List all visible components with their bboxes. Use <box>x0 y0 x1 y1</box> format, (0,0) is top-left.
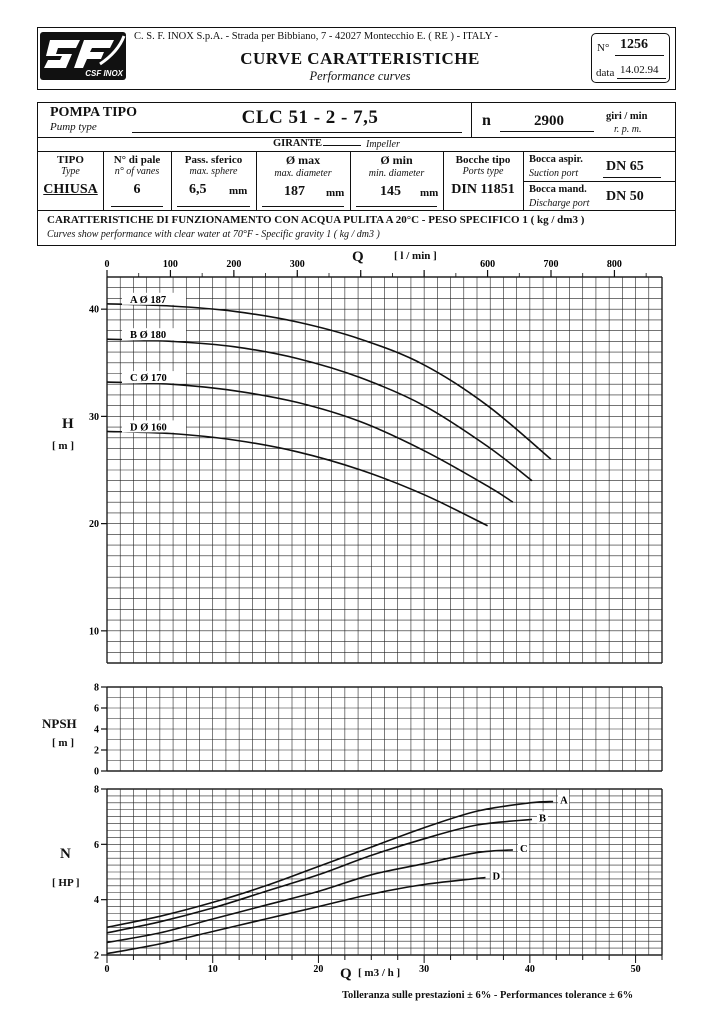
q-lmin-tick-label: 700 <box>543 259 559 270</box>
rpm-value: 2900 <box>534 113 564 129</box>
discharge-value: DN 50 <box>606 189 644 204</box>
company-address: C. S. F. INOX S.p.A. - Strada per Bibbiano, 7 - 42027 Montecchio E. ( RE ) - ITALY - <box>134 31 499 42</box>
conditions-it: CARATTERISTICHE DI FUNZIONAMENTO CON ACQUA PULITA A 20°C - PESO SPECIFICO 1 ( kg / dm3 ) <box>47 214 585 226</box>
sphere-value: 6,5 <box>189 182 207 197</box>
q-m3h-tick-label: 20 <box>313 964 324 975</box>
q-m3h-tick-label: 0 <box>104 964 110 975</box>
power-curve-label: A <box>560 795 568 807</box>
q-axis-title-bottom: Q <box>340 966 352 982</box>
impeller-section-label-en: Impeller <box>366 139 400 150</box>
head-curve-label: D Ø 160 <box>130 422 167 434</box>
power-curve <box>107 850 513 943</box>
doc-date: 14.02.94 <box>620 64 659 76</box>
power-curve <box>107 802 553 928</box>
q-m3h-tick-label: 40 <box>524 964 535 975</box>
head-y-tick-label: 30 <box>89 411 99 423</box>
document-subtitle: Performance curves <box>309 69 411 83</box>
power-y-tick-label: 6 <box>94 839 99 851</box>
suction-value: DN 65 <box>606 159 644 174</box>
head-y-tick-label: 20 <box>89 519 99 531</box>
discharge-label-en: Discharge port <box>529 198 590 209</box>
head-curve-label: A Ø 187 <box>130 294 167 306</box>
dmax-value: 187 <box>284 184 305 199</box>
dmin-label: Ø min <box>380 153 413 167</box>
chart-grids <box>107 277 662 955</box>
q-lmin-tick-label: 800 <box>606 259 622 270</box>
q-lmin-tick-label: 600 <box>480 259 496 270</box>
dmin-unit: mm <box>420 187 439 199</box>
head-curve <box>107 431 488 525</box>
head-curve-label: B Ø 180 <box>130 330 167 342</box>
head-curve-label: C Ø 170 <box>130 373 167 385</box>
impeller-type-label: TIPO <box>57 154 84 166</box>
impeller-type-value: CHIUSA <box>43 182 98 197</box>
doc-date-label: data <box>596 67 615 79</box>
chart-labels <box>89 259 662 975</box>
power-curve-label: C <box>519 843 528 855</box>
q-lmin-tick-label: 200 <box>226 259 242 270</box>
npsh-y-tick-label: 6 <box>94 703 99 715</box>
suction-label-en: Suction port <box>529 168 579 179</box>
q-m3h-tick-label: 30 <box>419 964 430 975</box>
chart-curves <box>107 304 553 954</box>
dmax-unit: mm <box>326 187 345 199</box>
q-axis-title-top: Q <box>352 249 364 265</box>
power-y-tick-label: 2 <box>94 950 99 962</box>
npsh-y-tick-label: 0 <box>94 766 99 778</box>
pump-type-label-en: Pump type <box>50 121 97 133</box>
power-curve <box>107 819 532 933</box>
doc-number: 1256 <box>620 37 648 52</box>
ports-value: DIN 11851 <box>451 182 515 197</box>
q-lmin-tick-label: 100 <box>162 259 178 270</box>
n-axis-title: N <box>60 846 71 862</box>
head-y-tick-label: 10 <box>89 626 99 638</box>
n-axis-unit: [ HP ] <box>52 877 80 889</box>
sphere-label: Pass. sferico <box>184 154 243 166</box>
dmax-label-en: max. diameter <box>274 168 332 179</box>
rpm-unit-en: r. p. m. <box>614 124 642 135</box>
pump-type-label: POMPA TIPO <box>50 105 137 120</box>
head-y-tick-label: 40 <box>89 304 99 316</box>
power-y-tick-label: 8 <box>94 784 99 796</box>
q-axis-unit-top: [ l / min ] <box>394 250 437 262</box>
h-axis-title: H <box>62 416 74 432</box>
npsh-y-tick-label: 2 <box>94 745 99 757</box>
impeller-section-label: GIRANTE <box>273 138 323 149</box>
head-curve <box>107 382 513 502</box>
ports-label: Bocche tipo <box>455 154 511 166</box>
suction-label: Bocca aspir. <box>529 154 583 165</box>
dmax-label: Ø max <box>285 153 321 167</box>
ports-label-en: Ports type <box>462 166 504 177</box>
npsh-y-tick-label: 4 <box>94 724 99 736</box>
conditions-en: Curves show performance with clear water at 70°F - Specific gravity 1 ( kg / dm3 ) <box>47 229 380 240</box>
sphere-unit: mm <box>229 185 248 197</box>
power-curve-label: D <box>492 871 501 883</box>
q-axis-unit-bottom: [ m3 / h ] <box>358 967 401 979</box>
logo-text: CSF INOX <box>85 69 123 78</box>
dmin-label-en: min. diameter <box>368 168 425 179</box>
power-curve-label: B <box>538 813 546 825</box>
dmin-value: 145 <box>380 184 401 199</box>
pump-model: CLC 51 - 2 - 7,5 <box>241 107 379 128</box>
q-lmin-tick-label: 0 <box>104 259 110 270</box>
q-m3h-tick-label: 10 <box>207 964 218 975</box>
npsh-axis-title: NPSH <box>42 716 77 731</box>
npsh-y-tick-label: 8 <box>94 682 99 694</box>
rpm-n-label: n <box>482 112 491 129</box>
sphere-label-en: max. sphere <box>189 166 238 177</box>
rpm-unit: giri / min <box>606 111 648 122</box>
npsh-axis-unit: [ m ] <box>52 737 74 749</box>
vanes-label-en: n° of vanes <box>114 166 160 177</box>
impeller-type-label-en: Type <box>61 166 80 177</box>
document-title: CURVE CARATTERISTICHE <box>240 49 480 68</box>
tolerance-note: Tolleranza sulle prestazioni ± 6% - Performances tolerance ± 6% <box>342 990 634 1001</box>
vanes-value: 6 <box>133 182 141 197</box>
vanes-label: N° di pale <box>113 154 161 166</box>
doc-number-label: N° <box>597 42 610 54</box>
discharge-label: Bocca mand. <box>529 184 587 195</box>
h-axis-unit: [ m ] <box>52 440 74 452</box>
power-y-tick-label: 4 <box>94 895 99 907</box>
q-lmin-tick-label: 300 <box>289 259 305 270</box>
q-m3h-tick-label: 50 <box>630 964 641 975</box>
